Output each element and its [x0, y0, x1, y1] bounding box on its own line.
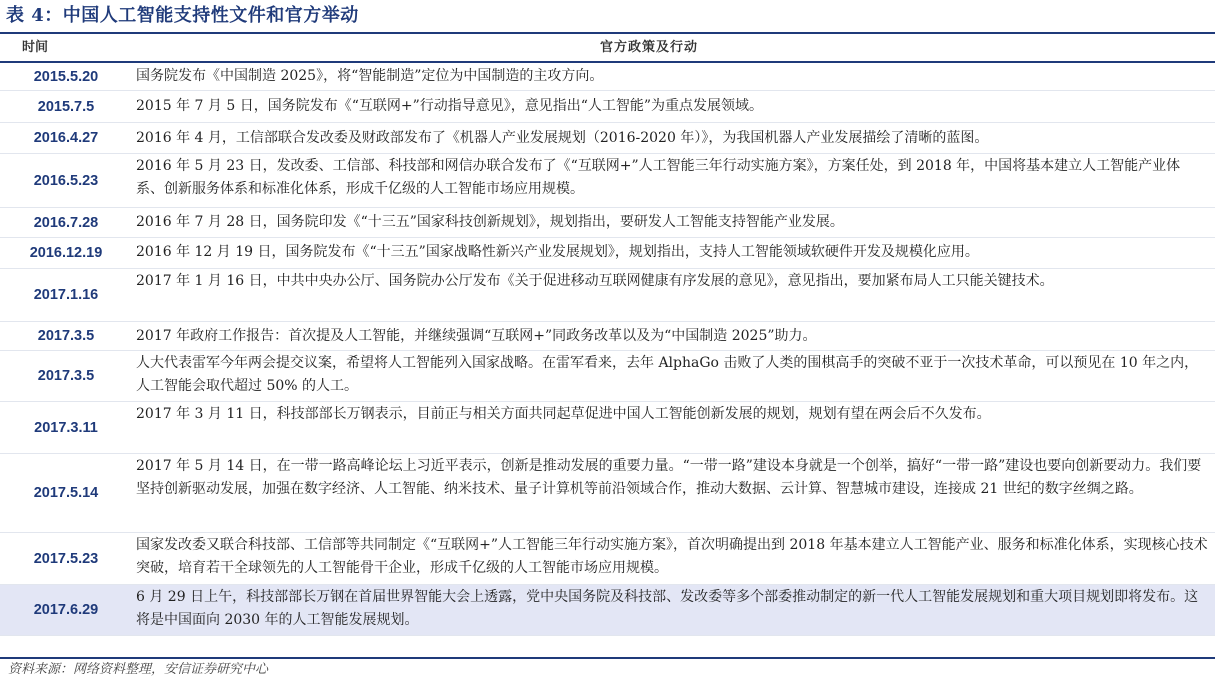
row-text: 国家发改委又联合科技部、工信部等共同制定《“互联网+”人工智能三年行动实施方案》，首次明确提出到 2018 年基本建立人工智能产业、服务和标准化体系，实现核心技术突破，培育若干全球领先的人工智能骨干企业，形成千亿级的人工智能市场应用规模。 — [136, 537, 1208, 576]
source-note: 资料来源：网络资料整理，安信证券研究中心 — [8, 662, 269, 677]
row-date: 2016.12.19 — [29, 245, 103, 261]
table-row — [0, 91, 1215, 123]
table-row — [0, 123, 1215, 154]
table-row — [0, 154, 1215, 208]
table-row — [0, 454, 1215, 533]
table-row — [0, 238, 1215, 269]
row-date: 2017.5.23 — [33, 550, 99, 567]
row-text: 6 月 29 日上午，科技部部长万钢在首届世界智能大会上透露，党中央国务院及科技部、发改委等多个部委推动制定的新一代人工智能发展规划和重大项目规划即将发布。这将是中国面向 2030 年的人工智能发展规划。 — [136, 589, 1199, 628]
table-row — [0, 533, 1215, 585]
row-text: 国务院发布《中国制造 2025》，将“智能制造”定位为中国制造的主攻方向。 — [136, 68, 604, 84]
table-row — [0, 402, 1215, 454]
row-date: 2015.5.20 — [33, 69, 99, 85]
column-header-policy: 官方政策及行动 — [600, 40, 699, 55]
row-text: 2017 年 1 月 16 日，中共中央办公厅、国务院办公厅发布《关于促进移动互联网健康有序发展的意见》，意见指出，要加紧布局人工只能关键技术。 — [136, 273, 1054, 289]
table-row — [0, 322, 1215, 351]
row-text: 2017 年政府工作报告：首次提及人工智能，并继续强调“互联网+”同政务改革以及为“中国制造 2025”助力。 — [136, 328, 817, 344]
table-row — [0, 351, 1215, 402]
row-text: 人大代表雷军今年两会提交议案，希望将人工智能列入国家战略。在雷军看来，去年 AlphaGo 击败了人类的围棋高手的突破不亚于一次技术革命，可以预见在 10 年之内，人工智能会取代超过 50% 的人工。 — [136, 355, 1199, 394]
table-row — [0, 269, 1215, 322]
table-title: 表 4：中国人工智能支持性文件和官方举动 — [6, 5, 359, 26]
table-row — [0, 208, 1215, 238]
row-date: 2017.5.14 — [33, 485, 99, 501]
row-text: 2016 年 4 月，工信部联合发改委及财政部发布了《机器人产业发展规划（2016-2020 年）》，为我国机器人产业发展描绘了清晰的蓝图。 — [136, 130, 989, 146]
column-header-time: 时间 — [22, 40, 49, 55]
row-date: 2017.3.5 — [37, 368, 95, 384]
row-date: 2016.7.28 — [33, 214, 99, 231]
row-text: 2016 年 5 月 23 日，发改委、工信部、科技部和网信办联合发布了《“互联网+”人工智能三年行动实施方案》，方案任处，到 2018 年，中国将基本建立人工智能产业体系、创新服务体系和标准化体系，形成千亿级的人工智能市场应用规模。 — [136, 158, 1181, 197]
row-date: 2015.7.5 — [37, 98, 95, 115]
table-row — [0, 64, 1215, 91]
row-date: 2017.3.11 — [34, 419, 98, 436]
row-text: 2017 年 3 月 11 日，科技部部长万钢表示，目前正与相关方面共同起草促进中国人工智能创新发展的规划，规划有望在两会后不久发布。 — [136, 406, 991, 422]
row-date: 2017.3.5 — [37, 328, 95, 344]
row-text: 2017 年 5 月 14 日，在一带一路高峰论坛上习近平表示，创新是推动发展的重要力量。“一带一路”建设本身就是一个创举，搞好“一带一路”建设也要向创新要动力。我们要坚持创新驱动发展，加强在数字经济、人工智能、纳米技术、量子计算机等前沿领域合作，推动大数据、云计算、智慧城市建设，连接成 21 世纪的数字丝绸之路。 — [136, 458, 1202, 497]
table-body — [0, 64, 1215, 636]
row-date: 2017.1.16 — [33, 287, 99, 303]
row-text: 2016 年 7 月 28 日，国务院印发《“十三五”国家科技创新规划》，规划指出，要研发人工智能支持智能产业发展。 — [136, 214, 844, 230]
row-date: 2017.6.29 — [33, 602, 99, 618]
row-date: 2016.5.23 — [33, 172, 99, 189]
row-date: 2016.4.27 — [33, 130, 99, 146]
row-text: 2016 年 12 月 19 日，国务院发布《“十三五”国家战略性新兴产业发展规划》，规划指出，支持人工智能领域软硬件开发及规模化应用。 — [136, 244, 979, 260]
row-text: 2015 年 7 月 5 日，国务院发布《“互联网+”行动指导意见》，意见指出“人工智能”为重点发展领域。 — [136, 98, 764, 114]
table-header — [0, 34, 1215, 61]
table-row-highlighted — [0, 585, 1215, 636]
header-rule — [0, 61, 1215, 63]
